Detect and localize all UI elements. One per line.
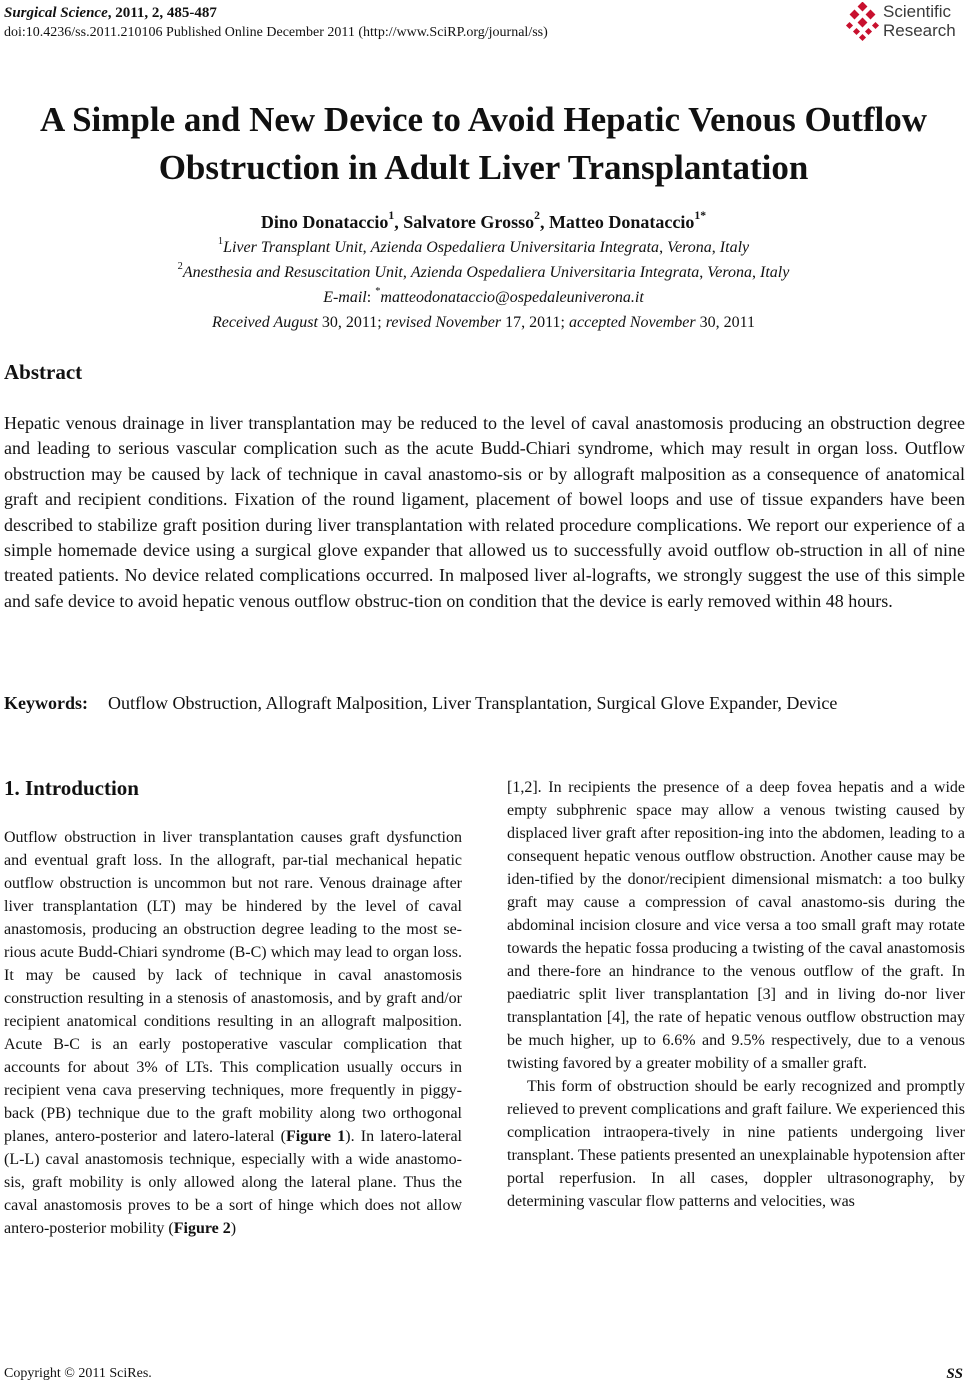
affiliation-2: $^2$Anesthesia and Resuscitation Unit, Azienda Ospedaliera Universitaria Integrata, Verona, Italy <box>177 261 790 281</box>
affil-hospital: Azienda Ospedaliera Universitaria Integrata <box>370 239 660 256</box>
dates-line <box>0 313 967 333</box>
intro-para-1c: ) <box>230 1220 237 1237</box>
affil-unit: Anesthesia and Resuscitation Unit <box>182 264 403 281</box>
logo-line1: Scientific <box>883 2 952 21</box>
email-address[interactable]: matteodonataccio@ospedaleuniverona.it <box>380 289 644 306</box>
intro-para-1: Outflow obstruction in liver transplantation causes graft dysfunction and eventual graft loss. In the allograft, par-tial mechanical hepatic outflow obstruction is uncommon but not rare. Venous drainage after liver transplantation (LT) may be hindered by the level of caval anastomosis, producing an obstruction degree leading to the most se-rious acute Budd-Chiari syndrome (B-C) which may lead to organ loss. It may be caused by lack of technique in caval anastomosis construction resulting in a stenosis of anastomosis, and by graft and/or recipient anatomical conditions resulting in an allograft malposition. Acute B-C is an early postoperative vascular complication that accounts for about 3% of LTs. This complication usually occurs in recipient vena cava preserving techniques, more frequently in piggy-back (PB) technique due to the graft mobility along two orthogonal planes, antero-posterior and latero-lateral ( <box>4 829 462 1145</box>
intro-para-1b: ). In latero-lateral (L-L) caval anastomosis technique, especially with a wide anastomo-sis, graft mobility is only allowed along the lateral plane. Thus the caval anastomosis proves to be a sort of hinge which does not allow antero-posterior mobility ( <box>4 1128 463 1237</box>
journal-volume: , 2011, 2, 485-487 <box>107 5 217 21</box>
figure-2-ref[interactable]: Figure 2 <box>173 1220 231 1237</box>
author-list <box>0 211 967 233</box>
intro-para-right-1: [1,2]. In recipients the presence of a deep fovea hepatis and a wide empty subphrenic space may allow a venous twisting caused by displaced liver graft after reposition-ing into the abdomen, leading to a consequent hepatic venous outflow obstruction. Another cause may be iden-tified by the donor/recipient dimensional mismatch: a too bulky graft may cause a compression of caval anastomo-sis during the abdominal incision closure and vice versa a too small graft may rotate towards the hepatic fossa producing a twisting of the caval anastomosis and there-fore an hindrance to the venous outflow of the graft. In paediatric split liver transplantation [3] and in living do-nor liver transplantation [4], the rate of hepatic venous outflow obstruction may be much higher, up to 6.6% and 9.5% respectively, due to a venous twisting favored by a greater mobility of a smaller graft. <box>507 779 965 1072</box>
paper-title <box>0 96 967 192</box>
keywords <box>4 691 965 716</box>
email-sup: * <box>375 286 381 298</box>
affil-unit: Liver Transplant Unit <box>223 239 363 256</box>
copyright: Copyright © 2011 SciRes. <box>4 1366 152 1381</box>
abstract-body: Hepatic venous drainage in liver transplantation may be reduced to the level of caval anastomosis producing an obstruction degree and leading to serious vascular complication such as the acute Budd-Chiari syndrome, which may result in organ loss. Outflow obstruction may be caused by lack of technique in caval anastomo-sis or by allograft malposition as a consequence of anatomical graft and recipient conditions. Fixation of the round ligament, placement of bowel loops and use of tissue expanders have been described to stabilize graft position during liver transplantation with related procedure complications. We report our experience of a simple homemade device using a surgical glove expander that allowed us to successfully avoid outflow ob-struction in all of nine treated patients. No device related complications occurred. In malposed liver al-lografts, we strongly suggest the use of this simple and safe device to avoid hepatic venous outflow obstruc-tion on condition that the device is early removed within 48 hours. <box>4 413 965 611</box>
title-line2: Obstruction in Adult Liver Transplantation <box>158 148 809 187</box>
author-sep: , <box>394 212 404 232</box>
affiliation-1: $^1$Liver Transplant Unit, Azienda Ospedaliera Universitaria Integrata, Verona, Italy <box>217 236 750 256</box>
title-line1: A Simple and New Device to Avoid Hepatic Venous Outflow <box>39 100 928 139</box>
email-label: E-mail <box>323 289 367 306</box>
publisher-logo <box>845 2 965 44</box>
doi-line: doi:10.4236/ss.2011.210106 Published Online December 2011 (http://www.SciRP.org/journal/ss) <box>4 25 548 40</box>
journal-name: Surgical Science <box>4 5 108 21</box>
affil-country: Italy <box>719 239 750 256</box>
received-label: Received August <box>212 314 318 331</box>
email-line: E-mail: *matteodonataccio@ospedaleuniverona.it <box>323 286 644 306</box>
introduction-heading: 1. Introduction <box>4 776 139 800</box>
accepted-label: accepted November <box>568 314 696 331</box>
author-2: Salvatore Grosso <box>403 212 535 232</box>
author-2-sup: 2 <box>534 209 540 223</box>
affil-city: Verona <box>667 239 712 256</box>
figure-1-ref[interactable]: Figure 1 <box>286 1128 346 1145</box>
affil-hospital: Azienda Ospedaliera Universitaria Integrata <box>410 264 700 281</box>
abstract-heading: Abstract <box>4 360 83 384</box>
journal-abbreviation: SS <box>946 1366 963 1382</box>
keywords-list: Outflow Obstruction, Allograft Malposition, Liver Transplantation, Surgical Glove Expander, Device <box>108 693 838 713</box>
author-1-sup: 1 <box>388 209 395 223</box>
author-sep: , <box>539 212 549 232</box>
intro-para-right-2: This form of obstruction should be early recognized and promptly relieved to prevent complications and graft failure. We experienced this complication intraopera-tively in nine patients undergoing liver transplant. These patients presented an unexplainable hypotension after portal reperfusion. In all cases, doppler ultrasonography, by determining vascular flow patterns and velocities, was <box>507 1078 965 1210</box>
affil-sup: 1 <box>217 236 224 248</box>
author-3-sup: 1* <box>694 209 707 223</box>
revised-date: 17, 2011; <box>501 314 569 331</box>
keywords-label: Keywords: <box>4 693 88 713</box>
affil-city: Verona <box>707 264 752 281</box>
logo-line2: Research <box>883 21 956 40</box>
left-column-text <box>4 826 462 1240</box>
right-column-text <box>507 776 965 1213</box>
author-3: Matteo Donataccio <box>548 212 695 232</box>
revised-label: revised November <box>385 314 502 331</box>
logo-wordmark <box>883 2 956 40</box>
accepted-date: 30, 2011 <box>695 314 755 331</box>
affil-country: Italy <box>760 264 790 281</box>
affil-sup: 2 <box>177 261 183 273</box>
author-1: Dino Donataccio <box>260 212 389 232</box>
journal-citation <box>4 4 217 22</box>
scirp-logo-icon <box>845 2 881 42</box>
received-date: 30, 2011; <box>317 314 386 331</box>
